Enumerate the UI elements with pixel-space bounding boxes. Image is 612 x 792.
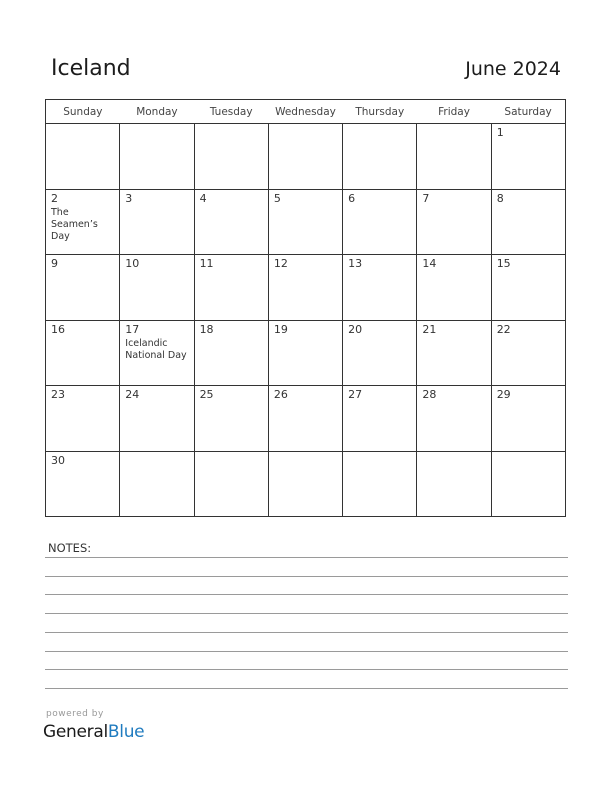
day-number: 25 bbox=[199, 388, 214, 401]
day-number: 18 bbox=[199, 322, 214, 336]
day-number: 3 bbox=[125, 191, 133, 205]
day-number: 8 bbox=[496, 191, 504, 205]
calendar-day-cell bbox=[120, 320, 194, 386]
calendar-week-row bbox=[46, 451, 566, 517]
calendar-day-cell bbox=[417, 320, 491, 386]
note-line bbox=[45, 613, 568, 614]
calendar-day-cell bbox=[120, 451, 194, 517]
day-number: 14 bbox=[422, 257, 437, 270]
calendar-week-row bbox=[46, 189, 566, 255]
generalblue-logo bbox=[43, 721, 144, 743]
day-number: 5 bbox=[273, 191, 281, 205]
day-number: 29 bbox=[496, 388, 511, 401]
calendar-day-cell bbox=[268, 386, 342, 452]
calendar-body bbox=[46, 124, 566, 517]
calendar-day-cell bbox=[343, 124, 417, 190]
calendar-day-cell bbox=[194, 255, 268, 321]
notes-label: NOTES: bbox=[48, 541, 92, 555]
note-line bbox=[45, 651, 568, 652]
day-number: 23 bbox=[51, 388, 65, 401]
brand-general-text: General bbox=[43, 722, 108, 742]
day-number: 24 bbox=[125, 388, 140, 401]
day-number: 10 bbox=[125, 257, 140, 270]
calendar-day-cell bbox=[491, 255, 565, 321]
day-number: 11 bbox=[199, 257, 214, 270]
calendar-grid bbox=[45, 99, 566, 517]
calendar-day-cell bbox=[417, 124, 491, 190]
month-year-title: June 2024 bbox=[465, 58, 561, 80]
weekday-friday: Friday bbox=[417, 100, 491, 124]
calendar-day-cell bbox=[120, 386, 194, 452]
day-number: 21 bbox=[422, 322, 437, 336]
calendar-day-cell bbox=[46, 189, 120, 255]
calendar-day-cell bbox=[417, 255, 491, 321]
country-title: Iceland bbox=[51, 56, 131, 81]
weekday-wednesday: Wednesday bbox=[268, 100, 342, 124]
calendar-day-cell bbox=[120, 124, 194, 190]
calendar-week-row bbox=[46, 124, 566, 190]
day-number: 22 bbox=[496, 322, 511, 336]
day-number: 7 bbox=[422, 191, 430, 205]
day-number: 28 bbox=[422, 388, 437, 401]
calendar-day-cell bbox=[343, 189, 417, 255]
calendar-week-row bbox=[46, 320, 566, 386]
day-number: 19 bbox=[273, 322, 288, 336]
powered-by-text: powered by bbox=[46, 709, 104, 719]
calendar-day-cell bbox=[46, 124, 120, 190]
weekday-monday: Monday bbox=[120, 100, 194, 124]
calendar-day-cell bbox=[268, 189, 342, 255]
day-number: 20 bbox=[348, 322, 363, 336]
day-number: 16 bbox=[51, 322, 65, 336]
calendar-day-cell bbox=[343, 386, 417, 452]
note-line bbox=[45, 576, 568, 577]
holiday-label: The Seamen’s Day bbox=[51, 206, 98, 242]
calendar-day-cell bbox=[120, 189, 194, 255]
calendar-day-cell bbox=[417, 451, 491, 517]
calendar-day-cell bbox=[194, 189, 268, 255]
calendar-day-cell bbox=[194, 124, 268, 190]
day-number: 4 bbox=[199, 191, 207, 205]
calendar-day-cell bbox=[46, 451, 120, 517]
calendar-day-cell bbox=[417, 189, 491, 255]
calendar-day-cell bbox=[194, 320, 268, 386]
weekday-sunday: Sunday bbox=[46, 100, 120, 124]
calendar-day-cell bbox=[343, 320, 417, 386]
calendar-day-cell bbox=[46, 255, 120, 321]
calendar-day-cell bbox=[120, 255, 194, 321]
day-number: 6 bbox=[348, 191, 356, 205]
note-line bbox=[45, 557, 568, 558]
day-number: 27 bbox=[348, 388, 363, 401]
calendar-day-cell bbox=[268, 451, 342, 517]
note-line bbox=[45, 594, 568, 595]
calendar-day-cell bbox=[343, 451, 417, 517]
day-number: 1 bbox=[496, 126, 504, 139]
calendar-day-cell bbox=[491, 189, 565, 255]
note-line bbox=[45, 632, 568, 633]
calendar-week-row bbox=[46, 255, 566, 321]
calendar-day-cell bbox=[268, 320, 342, 386]
calendar-day-cell bbox=[491, 386, 565, 452]
holiday-label: Icelandic National Day bbox=[125, 337, 187, 361]
calendar-day-cell bbox=[194, 451, 268, 517]
calendar-day-cell bbox=[491, 451, 565, 517]
calendar-day-cell bbox=[46, 386, 120, 452]
calendar-day-cell bbox=[268, 124, 342, 190]
weekday-thursday: Thursday bbox=[343, 100, 417, 124]
day-number: 17 bbox=[125, 322, 140, 336]
brand-blue-text: Blue bbox=[107, 722, 145, 742]
day-number: 2 bbox=[51, 191, 58, 205]
calendar-day-cell bbox=[491, 124, 565, 190]
weekday-tuesday: Tuesday bbox=[194, 100, 268, 124]
calendar-day-cell bbox=[46, 320, 120, 386]
calendar-day-cell bbox=[491, 320, 565, 386]
calendar-week-row bbox=[46, 386, 566, 452]
weekday-saturday: Saturday bbox=[491, 100, 565, 124]
note-line bbox=[45, 688, 568, 689]
day-number: 26 bbox=[273, 388, 288, 401]
day-number: 30 bbox=[51, 453, 65, 467]
day-number: 13 bbox=[348, 257, 363, 270]
day-number: 15 bbox=[496, 257, 511, 270]
calendar-day-cell bbox=[268, 255, 342, 321]
calendar-day-cell bbox=[343, 255, 417, 321]
calendar-day-cell bbox=[194, 386, 268, 452]
calendar-day-cell bbox=[417, 386, 491, 452]
day-number: 12 bbox=[273, 257, 288, 270]
note-line bbox=[45, 669, 568, 670]
day-number: 9 bbox=[51, 257, 58, 270]
weekday-header-row bbox=[46, 100, 566, 124]
